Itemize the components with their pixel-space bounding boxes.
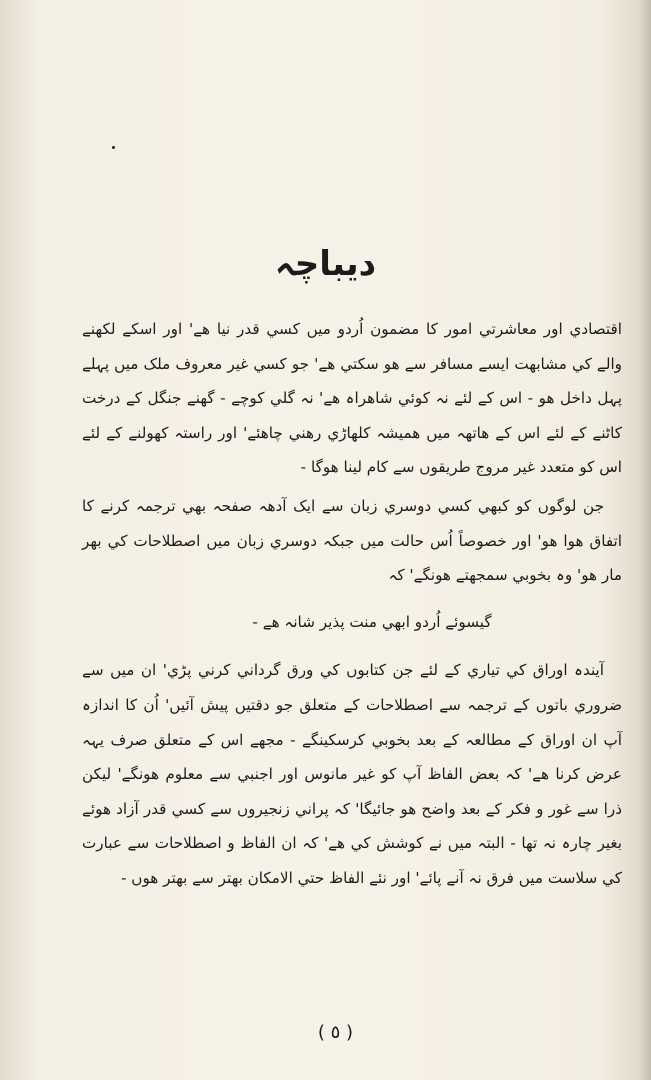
- paragraph-2: جن لوگوں کو کبهي کسي دوسري زبان سے ايک آدهہ صفحہ بهي ترجمہ کرنے کا اتفاق هوا هو' اور خصوصاً اُس حالت ميں جبکہ دوسري زبان ميں اصطلاحات کي بهر مار هو' وہ بخوبي سمجهتے هونگے' کہ: [82, 496, 622, 585]
- paragraph-3: آيندہ اوراق کي تياري کے لئے جن کتابوں کي ورق گرداني کرني پڑي' ان ميں سے ضروري باتوں کے ترجمہ سے اصطلاحات کے متعلق جو دقتيں پيش آئيں' اُن کا اندازہ آپ ان اوراق کے مطالعہ کے بعد بخوبي کرسکينگے - مجهے اس کے متعلق صرف يہہ عرض کرنا هے' کہ بعض الفاظ آپ کو غير مانوس اور اجنبي سے معلوم هونگے' ليکن ذرا سے غور و فکر کے بعد واضح هو جائيگا' کہ پراني زنجيروں سے کسي قدر آزاد هوئے بغير چارہ نہ تها - البتہ ميں نے کوشش کي هے' کہ ان الفاظ و اصطلاحات سے عبارت کي سلاست ميں فرق نہ آنے پائے' اور نئے الفاظ حتي الامکان بهتر سے بهتر هوں -: [82, 661, 622, 887]
- body-text: [82, 312, 622, 900]
- page-number: ( ٥ ): [317, 1022, 354, 1043]
- page-edge-shadow: [639, 0, 651, 1080]
- verse-line: گيسوئے اُردو ابهي منت پذير شانہ هے -: [252, 612, 492, 631]
- paragraph-1: اقتصادي اور معاشرتي امور کا مضمون اُردو ميں کسي قدر نيا هے' اور اسکے لکھنے والے کي مشابهت ايسے مسافر سے هو سکتي هے' جو کسي غير معروف ملک ميں پہلے پہل داخل هو - اس کے لئے نہ کوئي شاهراہ هے' نہ گلي کوچے - گھنے جنگل کے درخت کاٹنے کے لئے اس کے هاتھہ ميں هميشہ کلهاڑي رهني چاهئے' اور راستہ کهولنے کے لئے اس کو متعدد غير مروج طريقوں سے کام لينا هوگا -: [82, 320, 622, 477]
- page-title: دیباچہ: [274, 244, 377, 284]
- ink-dot: [112, 146, 115, 149]
